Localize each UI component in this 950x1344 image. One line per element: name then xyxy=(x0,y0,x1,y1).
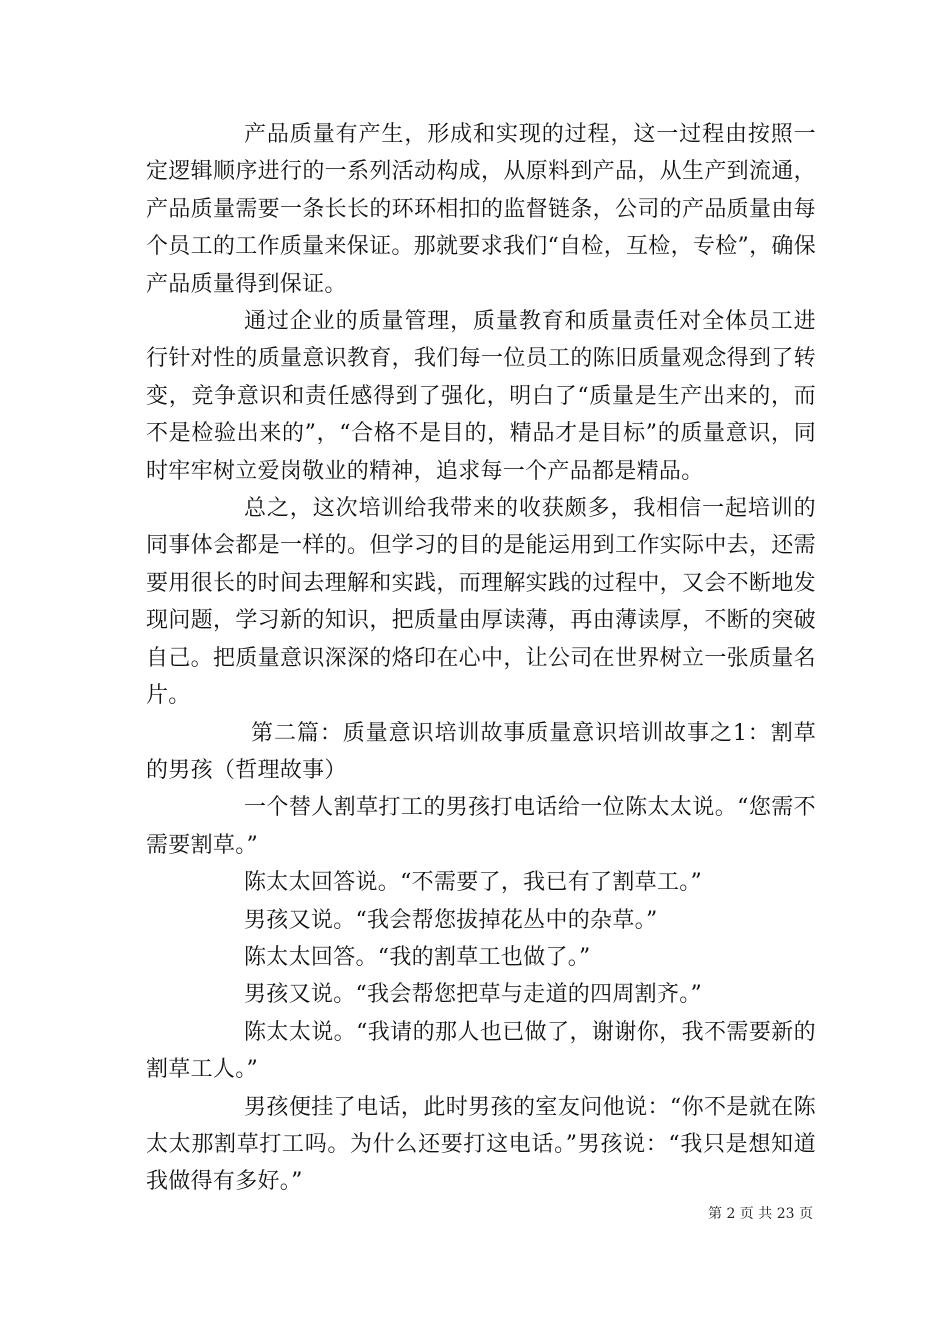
story-paragraph-7: 男孩便挂了电话，此时男孩的室友问他说：“你不是就在陈太太那割草打工吗。为什么还要打这电话。”男孩说：“我只是想知道我做得有多好。” xyxy=(146,1094,816,1195)
story-paragraph-1: 一个替人割草打工的男孩打电话给一位陈太太说。“您需不需要割草。” xyxy=(146,795,816,858)
story-paragraph-2: 陈太太回答说。“不需要了，我已有了割草工。” xyxy=(244,870,703,896)
paragraph-3: 总之，这次培训给我带来的收获颇多，我相信一起培训的同事体会都是一样的。但学习的目的是能运用到工作实际中去，还需要用很长的时间去理解和实践，而理解实践的过程中，又会不断地发现问题，学习新的知识，把质量由厚读薄，再由薄读厚，不断的突破自己。把质量意识深深的烙印在心中，让公司在世界树立一张质量名片。 xyxy=(146,496,816,709)
story-paragraph-3: 男孩又说。“我会帮您拔掉花丛中的杂草。” xyxy=(244,907,658,933)
story-paragraph-5: 男孩又说。“我会帮您把草与走道的四周割齐。” xyxy=(244,982,703,1008)
section-heading: 第二篇：质量意识培训故事质量意识培训故事之1：割草的男孩（哲理故事） xyxy=(146,720,816,783)
paragraph-2: 通过企业的质量管理，质量教育和质量责任对全体员工进行针对性的质量意识教育，我们每一位员工的陈旧质量观念得到了转变，竞争意识和责任感得到了强化，明白了“质量是生产出来的，而不是检验出来的”，“合格不是目的，精品才是目标”的质量意识，同时牢牢树立爱岗敬业的精神，追求每一个产品都是精品。 xyxy=(146,309,816,484)
page-number-footer: 第 2 页 共 23 页 xyxy=(708,1206,813,1222)
story-paragraph-4: 陈太太回答。“我的割草工也做了。” xyxy=(244,944,591,970)
story-paragraph-6: 陈太太说。“我请的那人也已做了，谢谢你，我不需要新的割草工人。” xyxy=(146,1019,816,1083)
paragraph-1: 产品质量有产生，形成和实现的过程，这一过程由按照一定逻辑顺序进行的一系列活动构成，从原料到产品，从生产到流通，产品质量需要一条长长的环环相扣的监督链条，公司的产品质量由每个员工的工作质量来保证。那就要求我们“自检，互检，专检”，确保产品质量得到保证。 xyxy=(146,122,816,297)
document-body xyxy=(146,116,816,1201)
